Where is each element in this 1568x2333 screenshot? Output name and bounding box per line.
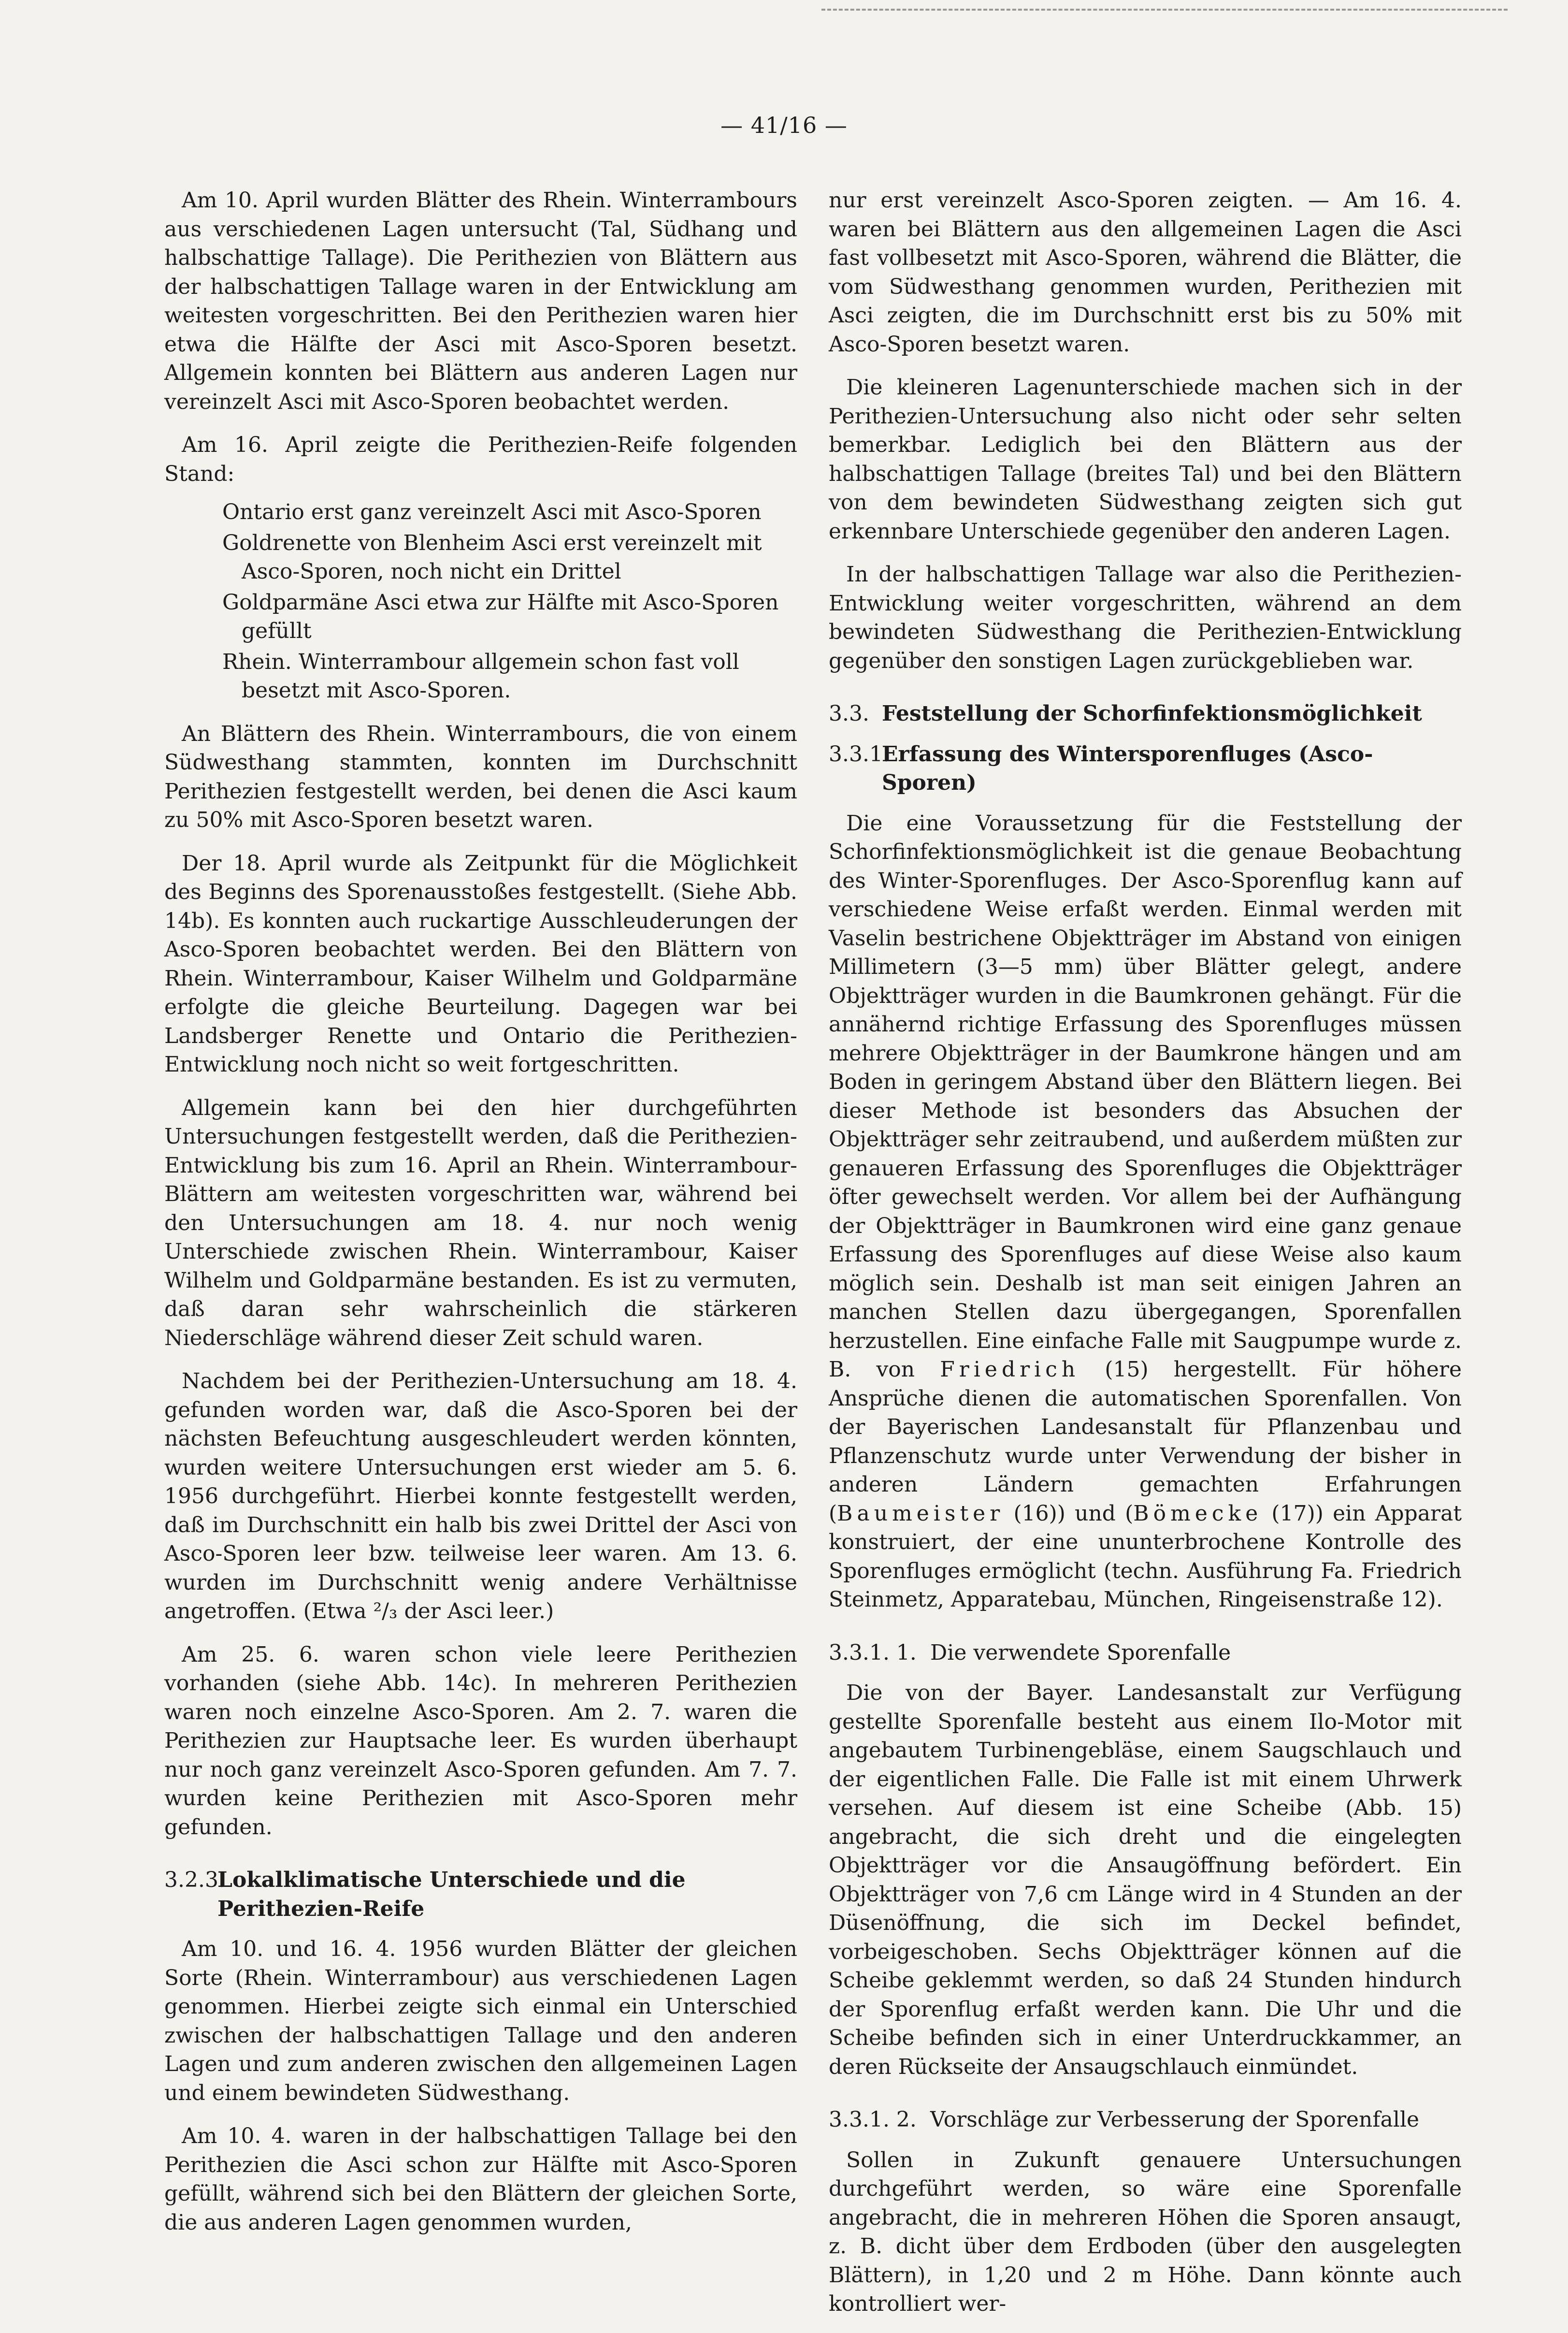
right-column bbox=[829, 186, 1462, 2333]
section-heading-3-3 bbox=[829, 699, 1462, 728]
left-column bbox=[164, 186, 797, 2251]
section-title: Feststellung der Schorfinfektionsmöglichkeit bbox=[882, 701, 1422, 726]
paragraph: Sollen in Zukunft genauere Untersuchungen durchgeführt werden, so wäre eine Sporenfalle angebracht, die in mehreren Höhen die Sporen ansaugt, z. B. dicht über dem Erdboden (über den ausgelegten Blättern), in 1,20 und 2 m Höhe. Dann könnte auch kontrolliert wer- bbox=[829, 2147, 1462, 2316]
section-heading-3-3-1-2 bbox=[829, 2105, 1462, 2134]
paragraph: Am 25. 6. waren schon viele leere Perithezien vorhanden (siehe Abb. 14c). In mehreren Perithezien waren noch einzelne Asco-Sporen. Am 2. 7. waren die Perithezien zur Hauptsache leer. Es wurden überhaupt nur noch ganz vereinzelt Asco-Sporen gefunden. Am 7. 7. wurden keine Perithezien mit Asco-Sporen mehr gefunden. bbox=[164, 1642, 797, 1840]
paragraph: Am 10. 4. waren in der halbschattigen Tallage bei den Perithezien die Asci schon zur Hälfte mit Asco-Sporen gefüllt, während sich bei den Blättern der gleichen Sorte, die aus anderen Lagen genommen wurden, bbox=[164, 2124, 797, 2235]
top-scan-rule bbox=[821, 9, 1508, 11]
section-number: 3.3.1. bbox=[829, 741, 890, 767]
paragraph: Die von der Bayer. Landesanstalt zur Verfügung gestellte Sporenfalle besteht aus einem Ilo-Motor mit angebautem Turbinengebläse, einem Saugschlauch und der eigentlichen Falle. Die Falle ist mit einem Uhrwerk versehen. Auf diesem ist eine Scheibe (Abb. 15) angebracht, die sich dreht und die eingelegten Objektträger vor die Ansaugöffnung befördert. Ein Objektträger von 7,6 cm Länge wird in 4 Stunden an der Düsenöffnung, die sich im Deckel befindet, vorbeigeschoben. Sechs Objektträger können auf die Scheibe geklemmt werden, so daß 24 Stunden hindurch der Sporenflug erfaßt werden kann. Die Uhr und die Scheibe befinden sich in einer Unterdruckkammer, an deren Rückseite der Ansaugschlauch einmündet. bbox=[829, 1681, 1462, 2079]
section-title: Lokalklimatische Unterschiede und die Perithezien-Reife bbox=[217, 1868, 686, 1921]
list-item: Goldrenette von Blenheim Asci erst vereinzelt mit Asco-Sporen, noch nicht ein Drittel bbox=[222, 530, 762, 584]
section-title: Erfassung des Wintersporenfluges (Asco-Sporen) bbox=[882, 741, 1373, 795]
section-heading-3-2-3 bbox=[164, 1866, 797, 1923]
section-heading-3-3-1-1 bbox=[829, 1638, 1462, 1667]
paragraph: Der 18. April wurde als Zeitpunkt für die Möglichkeit des Beginns des Sporenausstoßes festgestellt. (Siehe Abb. 14b). Es konnten auch ruckartige Ausschleuderungen der Asco-Sporen beobachtet werden. Bei den Blättern von Rhein. Winterrambour, Kaiser Wilhelm und Goldparmäne erfolgte die gleiche Beurteilung. Dagegen war bei Landsberger Renette und Ontario die Perithezien-Entwicklung noch nicht so weit fortgeschritten. bbox=[164, 851, 797, 1077]
section-number: 3.3. bbox=[829, 701, 869, 726]
paragraph bbox=[829, 809, 1462, 1614]
section-title: Die verwendete Sporenfalle bbox=[930, 1640, 1231, 1665]
variety-list bbox=[222, 498, 797, 705]
list-item: Goldparmäne Asci etwa zur Hälfte mit Asco-Sporen gefüllt bbox=[222, 590, 779, 643]
section-number: 3.3.1. 2. bbox=[829, 2107, 917, 2132]
paragraph: Am 10. und 16. 4. 1956 wurden Blätter der gleichen Sorte (Rhein. Winterrambour) aus verschiedenen Lagen genommen. Hierbei zeigte sich einmal ein Unterschied zwischen der halbschattigen Tallage und den anderen Lagen und zum anderen zwischen den allgemeinen Lagen und einem bewindeten Südwesthang. bbox=[164, 1937, 797, 2105]
section-number: 3.3.1. 1. bbox=[829, 1640, 917, 1665]
list-item: Rhein. Winterrambour allgemein schon fast voll besetzt mit Asco-Sporen. bbox=[222, 649, 739, 703]
section-number: 3.2.3. bbox=[164, 1868, 225, 1892]
paragraph: An Blättern des Rhein. Winterrambours, die von einem Südwesthang stammten, konnten im Durchschnitt Perithezien festgestellt werden, bei denen die Asci kaum zu 50% mit Asco-Sporen besetzt waren. bbox=[164, 721, 797, 832]
author-name: Bömecke bbox=[1133, 1501, 1263, 1526]
paragraph: Am 10. April wurden Blätter des Rhein. Winterrambours aus verschiedenen Lagen untersucht (Tal, Südhang und halbschattige Tallage). Die Perithezien von Blättern aus der halbschattigen Tallage waren in der Entwicklung am weitesten vorgeschritten. Bei den Perithezien waren hier etwa die Hälfte der Asci mit Asco-Sporen besetzt. Allgemein konnten bei Blättern aus anderen Lagen nur vereinzelt Asci mit Asco-Sporen beobachtet werden. bbox=[164, 188, 797, 414]
paragraph: Die kleineren Lagenunterschiede machen sich in der Perithezien-Untersuchung also nicht oder sehr selten bemerkbar. Lediglich bei den Blättern aus der halbschattigen Tallage (breites Tal) und bei den Blättern von dem bewindeten Südwesthang zeigten sich gut erkennbare Unterschiede gegenüber den anderen Lagen. bbox=[829, 375, 1462, 544]
paragraph: Allgemein kann bei den hier durchgeführten Untersuchungen festgestellt werden, daß die Perithezien-Entwicklung bis zum 16. April an Rhein. Winterrambour-Blättern am weitesten vorgeschritten war, während bei den Untersuchungen am 18. 4. nur noch wenig Unterschiede zwischen Rhein. Winterrambour, Kaiser Wilhelm und Goldparmäne bestanden. Es ist zu vermuten, daß daran sehr wahrscheinlich die stärkeren Niederschläge während dieser Zeit schuld waren. bbox=[164, 1095, 797, 1350]
paragraph: Nachdem bei der Perithezien-Untersuchung am 18. 4. gefunden worden war, daß die Asco-Sporen bei der nächsten Befeuchtung ausgeschleudert werden könnten, wurden weitere Untersuchungen erst wieder am 5. 6. 1956 durchgeführt. Hierbei konnte festgestellt werden, daß im Durchschnitt ein halb bis zwei Drittel der Asci von Asco-Sporen leer bzw. teilweise leer waren. Am 13. 6. wurden im Durchschnitt wenig andere Verhältnisse angetroffen. (Etwa ²/₃ der Asci leer.) bbox=[164, 1369, 797, 1623]
author-name: Friedrich bbox=[940, 1357, 1080, 1382]
text-run: (15) hergestellt. Für höhere Ansprüche dienen die automatischen Sporenfallen. Von der Bayerischen Landesanstalt für Pflanzenbau und Pflanzenschutz wurde unter Verwendung der bisher in anderen Ländern gemachten Erfahrungen ( bbox=[829, 1357, 1462, 1526]
list-item: Ontario erst ganz vereinzelt Asci mit Asco-Sporen bbox=[222, 500, 762, 524]
page-number: — 41/16 — bbox=[720, 112, 848, 138]
paragraph: Am 16. April zeigte die Perithezien-Reife folgenden Stand: bbox=[164, 433, 797, 486]
paragraph: In der halbschattigen Tallage war also die Perithezien-Entwicklung weiter vorgeschritten, während an dem bewindeten Südwesthang die Perithezien-Entwicklung gegenüber den sonstigen Lagen zurückgeblieben war. bbox=[829, 562, 1462, 673]
text-run: (16)) und ( bbox=[1013, 1501, 1134, 1526]
section-heading-3-3-1 bbox=[829, 740, 1462, 797]
text-run: Die eine Voraussetzung für die Feststellung der Schorfinfektionsmöglichkeit ist die genaue Beobachtung des Winter-Sporenfluges. Der Asco-Sporenflug kann auf verschiedene Weise erfaßt werden. Einmal werden mit Vaselin bestrichene Objektträger im Abstand von einigen Millimetern (3—5 mm) über Blätter gelegt, andere Objektträger wurden in die Baumkronen gehängt. Für die annähernd richtige Erfassung des Sporenfluges müssen mehrere Objektträger in der Baumkrone hängen und am Boden in geringem Abstand über den Blättern liegen. Bei dieser Methode ist besonders das Absuchen der Objektträger sehr zeitraubend, und außerdem müßten zur genaueren Erfassung des Sporenfluges die Objektträger öfter gewechselt werden. Vor allem bei der Aufhängung der Objektträger in Baumkronen wird eine ganz genaue Erfassung des Sporenfluges auf diese Weise also kaum möglich sein. Deshalb ist man seit einigen Jahren an manchen Stellen dazu übergegangen, Sporenfallen herzustellen. Eine einfache Falle mit Saugpumpe wurde z. B. von bbox=[829, 811, 1462, 1382]
section-title: Vorschläge zur Verbesserung der Sporenfalle bbox=[930, 2107, 1420, 2132]
paragraph: nur erst vereinzelt Asco-Sporen zeigten. — Am 16. 4. waren bei Blättern aus den allgemeinen Lagen die Asci fast vollbesetzt mit Asco-Sporen, während die Blätter, die vom Südwesthang genommen wurden, Perithezien mit Asci zeigten, die im Durchschnitt erst bis zu 50% mit Asco-Sporen besetzt waren. bbox=[829, 188, 1462, 357]
author-name: Baumeister bbox=[837, 1501, 1005, 1526]
text-run: (17)) ein Apparat konstruiert, der eine ununterbrochene Kontrolle des Sporenfluges ermöglicht (techn. Ausführung Fa. Friedrich Steinmetz, Apparatebau, München, Ringeisenstraße 12). bbox=[829, 1501, 1462, 1612]
